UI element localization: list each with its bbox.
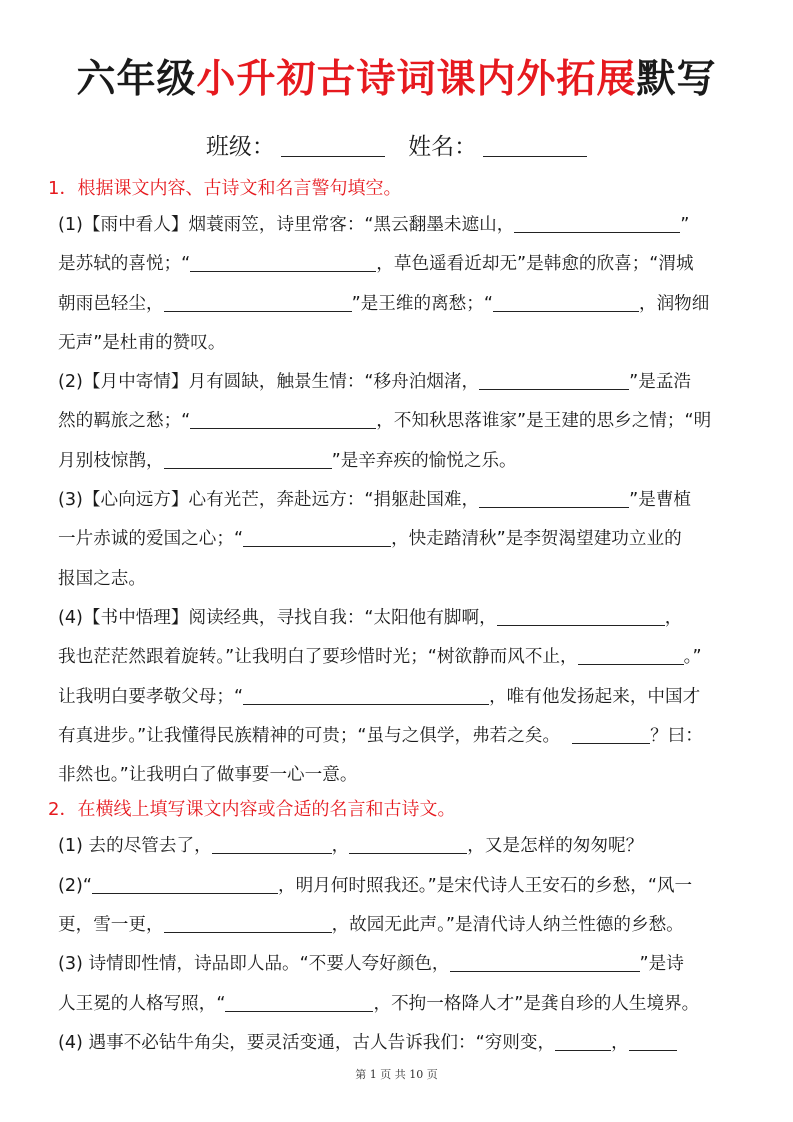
p3-text: ，不拘一格降人才”是龚自珍的人生境界。	[373, 993, 700, 1014]
answer-blank[interactable]	[493, 291, 639, 312]
answer-blank[interactable]	[514, 212, 680, 233]
q4-text: 让我明白要孝敬父母；“	[58, 686, 244, 707]
p4-text: ，	[611, 1032, 629, 1053]
question-1-4	[48, 599, 748, 795]
answer-blank[interactable]	[92, 873, 278, 894]
answer-blank[interactable]	[629, 1030, 677, 1051]
q4-text: ，	[664, 607, 683, 628]
answer-blank[interactable]	[212, 833, 332, 854]
q3-text: 一片赤诚的爱国之心；“	[58, 529, 244, 550]
answer-blank[interactable]	[164, 448, 332, 469]
q2-text: ”是孟浩	[629, 372, 692, 393]
p2-text: ，故园无此声。”是清代诗人纳兰性德的乡愁。	[331, 915, 684, 936]
p1-text: ，又是怎样的匆匆呢？	[467, 836, 644, 857]
name-label: 姓名：	[408, 134, 478, 160]
worksheet-content	[48, 174, 748, 1063]
question-2-2	[48, 867, 748, 946]
p2-text: (2)“	[58, 875, 93, 896]
title-part-3: 默写	[636, 57, 717, 102]
q2-text: ，不知秋思落谁家”是王建的思乡之情；“明	[376, 411, 712, 432]
p2-text: 更，雪一更，	[58, 915, 164, 936]
answer-blank[interactable]	[450, 951, 640, 972]
class-label: 班级：	[205, 134, 275, 160]
q1-text: ”是王维的离愁；“	[351, 293, 493, 314]
q4-text: 我也茫茫然跟着旋转。”让我明白了要珍惜时光；“树欲静而风不止，	[58, 647, 578, 668]
q2-text: 然的羁旅之愁；“	[58, 411, 191, 432]
answer-blank[interactable]	[479, 369, 629, 390]
p3-text: 人王冕的人格写照，“	[58, 993, 226, 1014]
q1-text: ，草色遥看近却无”是韩愈的欣喜；“渭城	[376, 254, 694, 275]
section-1-heading: 1．根据课文内容、古诗文和名言警句填空。	[48, 178, 402, 199]
answer-blank[interactable]	[555, 1030, 611, 1051]
answer-blank[interactable]	[479, 487, 629, 508]
p1-text: ，	[331, 836, 350, 857]
title-part-2: 小升初古诗词课内外拓展	[196, 57, 637, 102]
q4-text: 。”	[683, 647, 702, 668]
q3-text: (3)【心向远方】心有光芒，奔赴远方：“捐躯赴国难，	[58, 490, 480, 511]
question-1-1	[48, 206, 748, 363]
q3-text: ”是曹植	[629, 490, 692, 511]
q1-text: (1)【雨中看人】烟蓑雨笠，诗里常客：“黑云翻墨未遮山，	[58, 215, 515, 235]
q2-text: (2)【月中寄情】月有圆缺，触景生情：“移舟泊烟渚，	[58, 372, 480, 393]
answer-blank[interactable]	[243, 684, 489, 705]
name-blank[interactable]	[483, 132, 587, 157]
question-2-4	[48, 1024, 748, 1063]
q1-text: 无声”是杜甫的赞叹。	[58, 332, 226, 353]
q4-text: (4)【书中悟理】阅读经典，寻找自我：“太阳他有脚啊，	[58, 607, 497, 628]
q1-text: 朝雨邑轻尘，	[58, 293, 164, 314]
question-2-1	[48, 827, 748, 866]
q1-text: 是苏轼的喜悦；“	[58, 254, 191, 275]
answer-blank[interactable]	[349, 833, 467, 854]
p3-text: ”是诗	[639, 954, 684, 975]
question-1-2	[48, 363, 748, 481]
page-footer: 第 1 页 共 10 页	[355, 1068, 438, 1081]
p4-text: (4) 遇事不必钻牛角尖，要灵活变通，古人告诉我们：“穷则变，	[58, 1032, 556, 1053]
answer-blank[interactable]	[164, 291, 352, 312]
answer-blank[interactable]	[164, 912, 332, 933]
q3-text: 报国之志。	[58, 568, 146, 589]
question-2-3	[48, 945, 748, 1024]
q4-text: 非然也。”让我明白了做事要一心一意。	[58, 765, 358, 786]
q3-text: ，快走踏清秋”是李贺渴望建功立业的	[391, 529, 682, 550]
class-blank[interactable]	[281, 132, 385, 157]
answer-blank[interactable]	[243, 526, 391, 547]
document-title	[0, 48, 793, 104]
q4-text: ，唯有他发扬起来，中国才	[489, 686, 701, 707]
p2-text: ，明月何时照我还。”是宋代诗人王安石的乡愁，“风一	[278, 875, 693, 896]
answer-blank[interactable]	[578, 644, 684, 665]
q4-text: 有真进步。”让我懂得民族精神的可贵；“虽与之俱学，弗若之矣。	[58, 725, 561, 746]
student-info	[0, 128, 793, 161]
question-1-3	[48, 481, 748, 599]
title-part-1: 六年级	[76, 57, 197, 102]
answer-blank[interactable]	[190, 408, 376, 429]
q2-text: 月别枝惊鹊，	[58, 450, 164, 471]
q4-text: ？曰：	[650, 725, 703, 746]
q1-text: ，润物细	[638, 293, 710, 314]
answer-blank[interactable]	[190, 251, 376, 272]
q2-text: ”是辛弃疾的愉悦之乐。	[331, 450, 517, 471]
answer-blank[interactable]	[572, 723, 650, 744]
answer-blank[interactable]	[225, 991, 373, 1012]
answer-blank[interactable]	[497, 605, 665, 626]
q1-text: ”	[680, 215, 690, 235]
section-2-heading: 2．在横线上填写课文内容或合适的名言和古诗文。	[48, 799, 456, 821]
p1-text: (1) 去的尽管去了，	[58, 836, 212, 857]
p3-text: (3) 诗情即性情，诗品即人品。“不要人夸好颜色，	[58, 954, 450, 975]
